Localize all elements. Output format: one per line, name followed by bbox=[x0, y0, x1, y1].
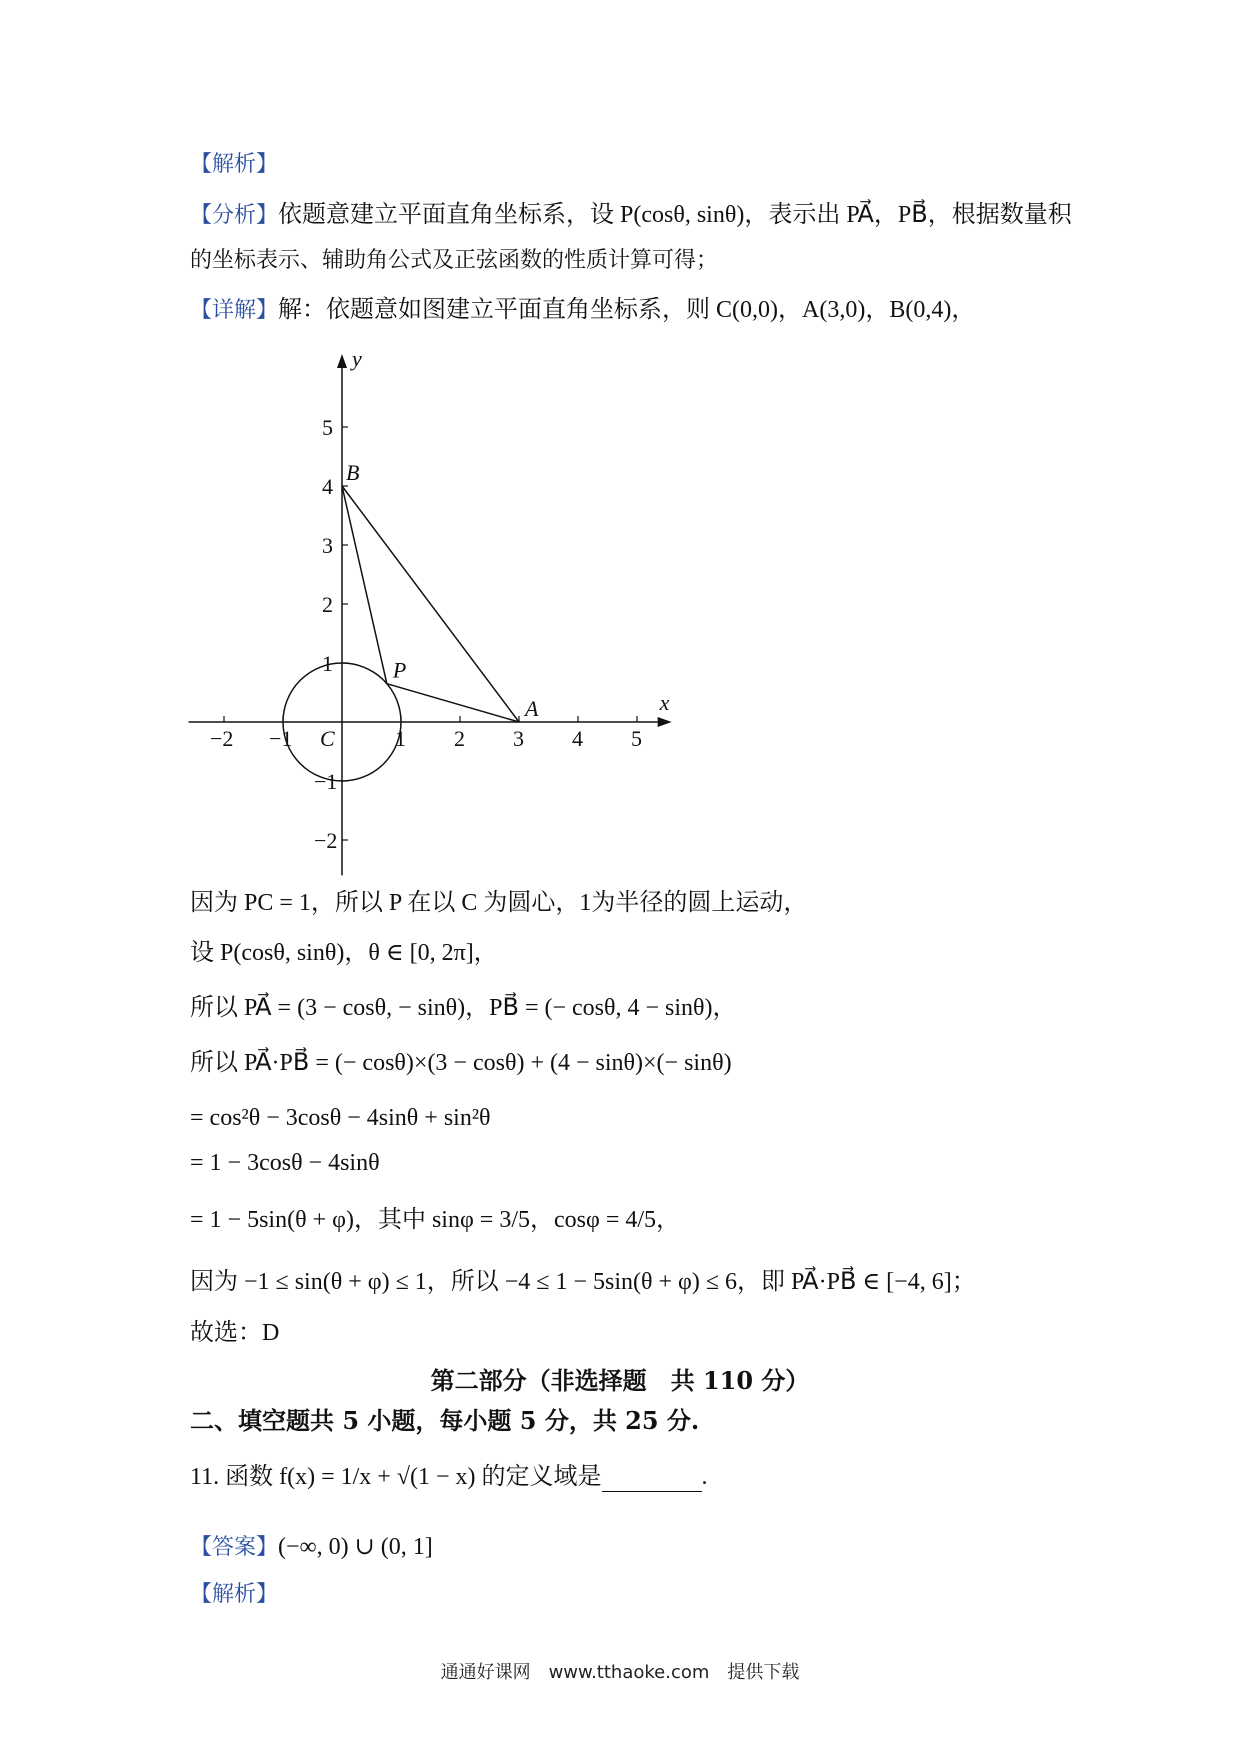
y-tick-label: 5 bbox=[322, 415, 333, 440]
analysis-tag: 【分析】 bbox=[190, 203, 279, 228]
solution-line-8: 因为 −1 ≤ sin(θ + φ) ≤ 1，所以 −4 ≤ 1 − 5sin(θ + φ) ≤ 6，即 PA⃗·PB⃗ ∈ [−4, 6]； bbox=[190, 1269, 976, 1295]
detail-text: 解：依题意如图建立平面直角坐标系，则 C(0,0)，A(3,0)，B(0,4)， bbox=[278, 297, 976, 323]
answer-value: (−∞, 0) ∪ (0, 1] bbox=[278, 1534, 433, 1560]
detail-line bbox=[190, 295, 975, 326]
x-axis-label: x bbox=[659, 690, 670, 715]
x-tick-label: 4 bbox=[572, 726, 583, 751]
analysis-heading: 【解析】 bbox=[190, 152, 279, 177]
section-two-heading: 二、填空题共 5 小题，每小题 5 分，共 25 分. bbox=[190, 1406, 700, 1435]
y-tick-label: 2 bbox=[322, 592, 333, 617]
analysis-line-2: 的坐标表示、辅助角公式及正弦函数的性质计算可得； bbox=[190, 248, 719, 273]
solution-line-6: = 1 − 3cosθ − 4sinθ bbox=[190, 1150, 380, 1176]
segment-PA bbox=[387, 684, 519, 722]
x-tick-label: −2 bbox=[210, 726, 234, 751]
x-tick-label: 5 bbox=[631, 726, 642, 751]
analysis-heading-2: 【解析】 bbox=[190, 1582, 279, 1607]
solution-line-7: = 1 − 5sin(θ + φ)，其中 sinφ = 3/5，cosφ = 4/5， bbox=[190, 1207, 681, 1233]
page-footer: 通通好课网 www.tthaoke.com 提供下载 bbox=[440, 1662, 800, 1683]
y-tick-label: −2 bbox=[314, 828, 338, 853]
detail-tag: 【详解】 bbox=[190, 298, 279, 323]
solution-line-2: 设 P(cosθ, sinθ)，θ ∈ [0, 2π]， bbox=[190, 940, 498, 966]
point-label-P: P bbox=[392, 657, 407, 683]
solution-line-1: 因为 PC = 1，所以 P 在以 C 为圆心，1为半径的圆上运动， bbox=[190, 890, 808, 916]
y-tick-label: 4 bbox=[322, 474, 333, 499]
question-11 bbox=[190, 1462, 708, 1492]
point-label-C: C bbox=[320, 726, 335, 751]
y-tick-label: 3 bbox=[322, 533, 333, 558]
question-11-end: . bbox=[701, 1464, 708, 1490]
x-axis-arrow bbox=[658, 717, 672, 727]
x-tick-label: 3 bbox=[513, 726, 524, 751]
x-tick-label: −1 bbox=[269, 726, 293, 751]
answer-blank bbox=[602, 1469, 702, 1492]
analysis-text-1: 依题意建立平面直角坐标系，设 P(cosθ, sinθ)，表示出 PA⃗，PB⃗，根据数量积 bbox=[278, 202, 1072, 228]
y-tick-label: −1 bbox=[314, 769, 338, 794]
analysis-line-1 bbox=[190, 200, 1072, 231]
answer-line bbox=[190, 1532, 433, 1563]
point-label-A: A bbox=[525, 696, 539, 721]
x-tick-label: 2 bbox=[454, 726, 465, 751]
solution-line-3: 所以 PA⃗ = (3 − cosθ, − sinθ)，PB⃗ = (− cosθ, 4 − sinθ)， bbox=[190, 995, 737, 1021]
answer-tag: 【答案】 bbox=[190, 1535, 279, 1560]
point-label-B: B bbox=[346, 460, 360, 485]
y-axis-label: y bbox=[352, 346, 362, 371]
solution-line-9: 故选：D bbox=[190, 1320, 280, 1346]
x-tick-label: 1 bbox=[395, 726, 406, 751]
part-two-title: 第二部分（非选择题 共 110 分） bbox=[430, 1366, 810, 1395]
question-11-text: 11. 函数 f(x) = 1/x + √(1 − x) 的定义域是 bbox=[190, 1464, 602, 1490]
solution-line-5: = cos²θ − 3cosθ − 4sinθ + sin²θ bbox=[190, 1105, 491, 1131]
solution-line-4: 所以 PA⃗·PB⃗ = (− cosθ)×(3 − cosθ) + (4 − sinθ)×(− sinθ) bbox=[190, 1050, 732, 1076]
y-axis-arrow bbox=[337, 354, 347, 368]
coordinate-figure bbox=[180, 346, 670, 880]
y-tick-label: 1 bbox=[322, 651, 333, 676]
